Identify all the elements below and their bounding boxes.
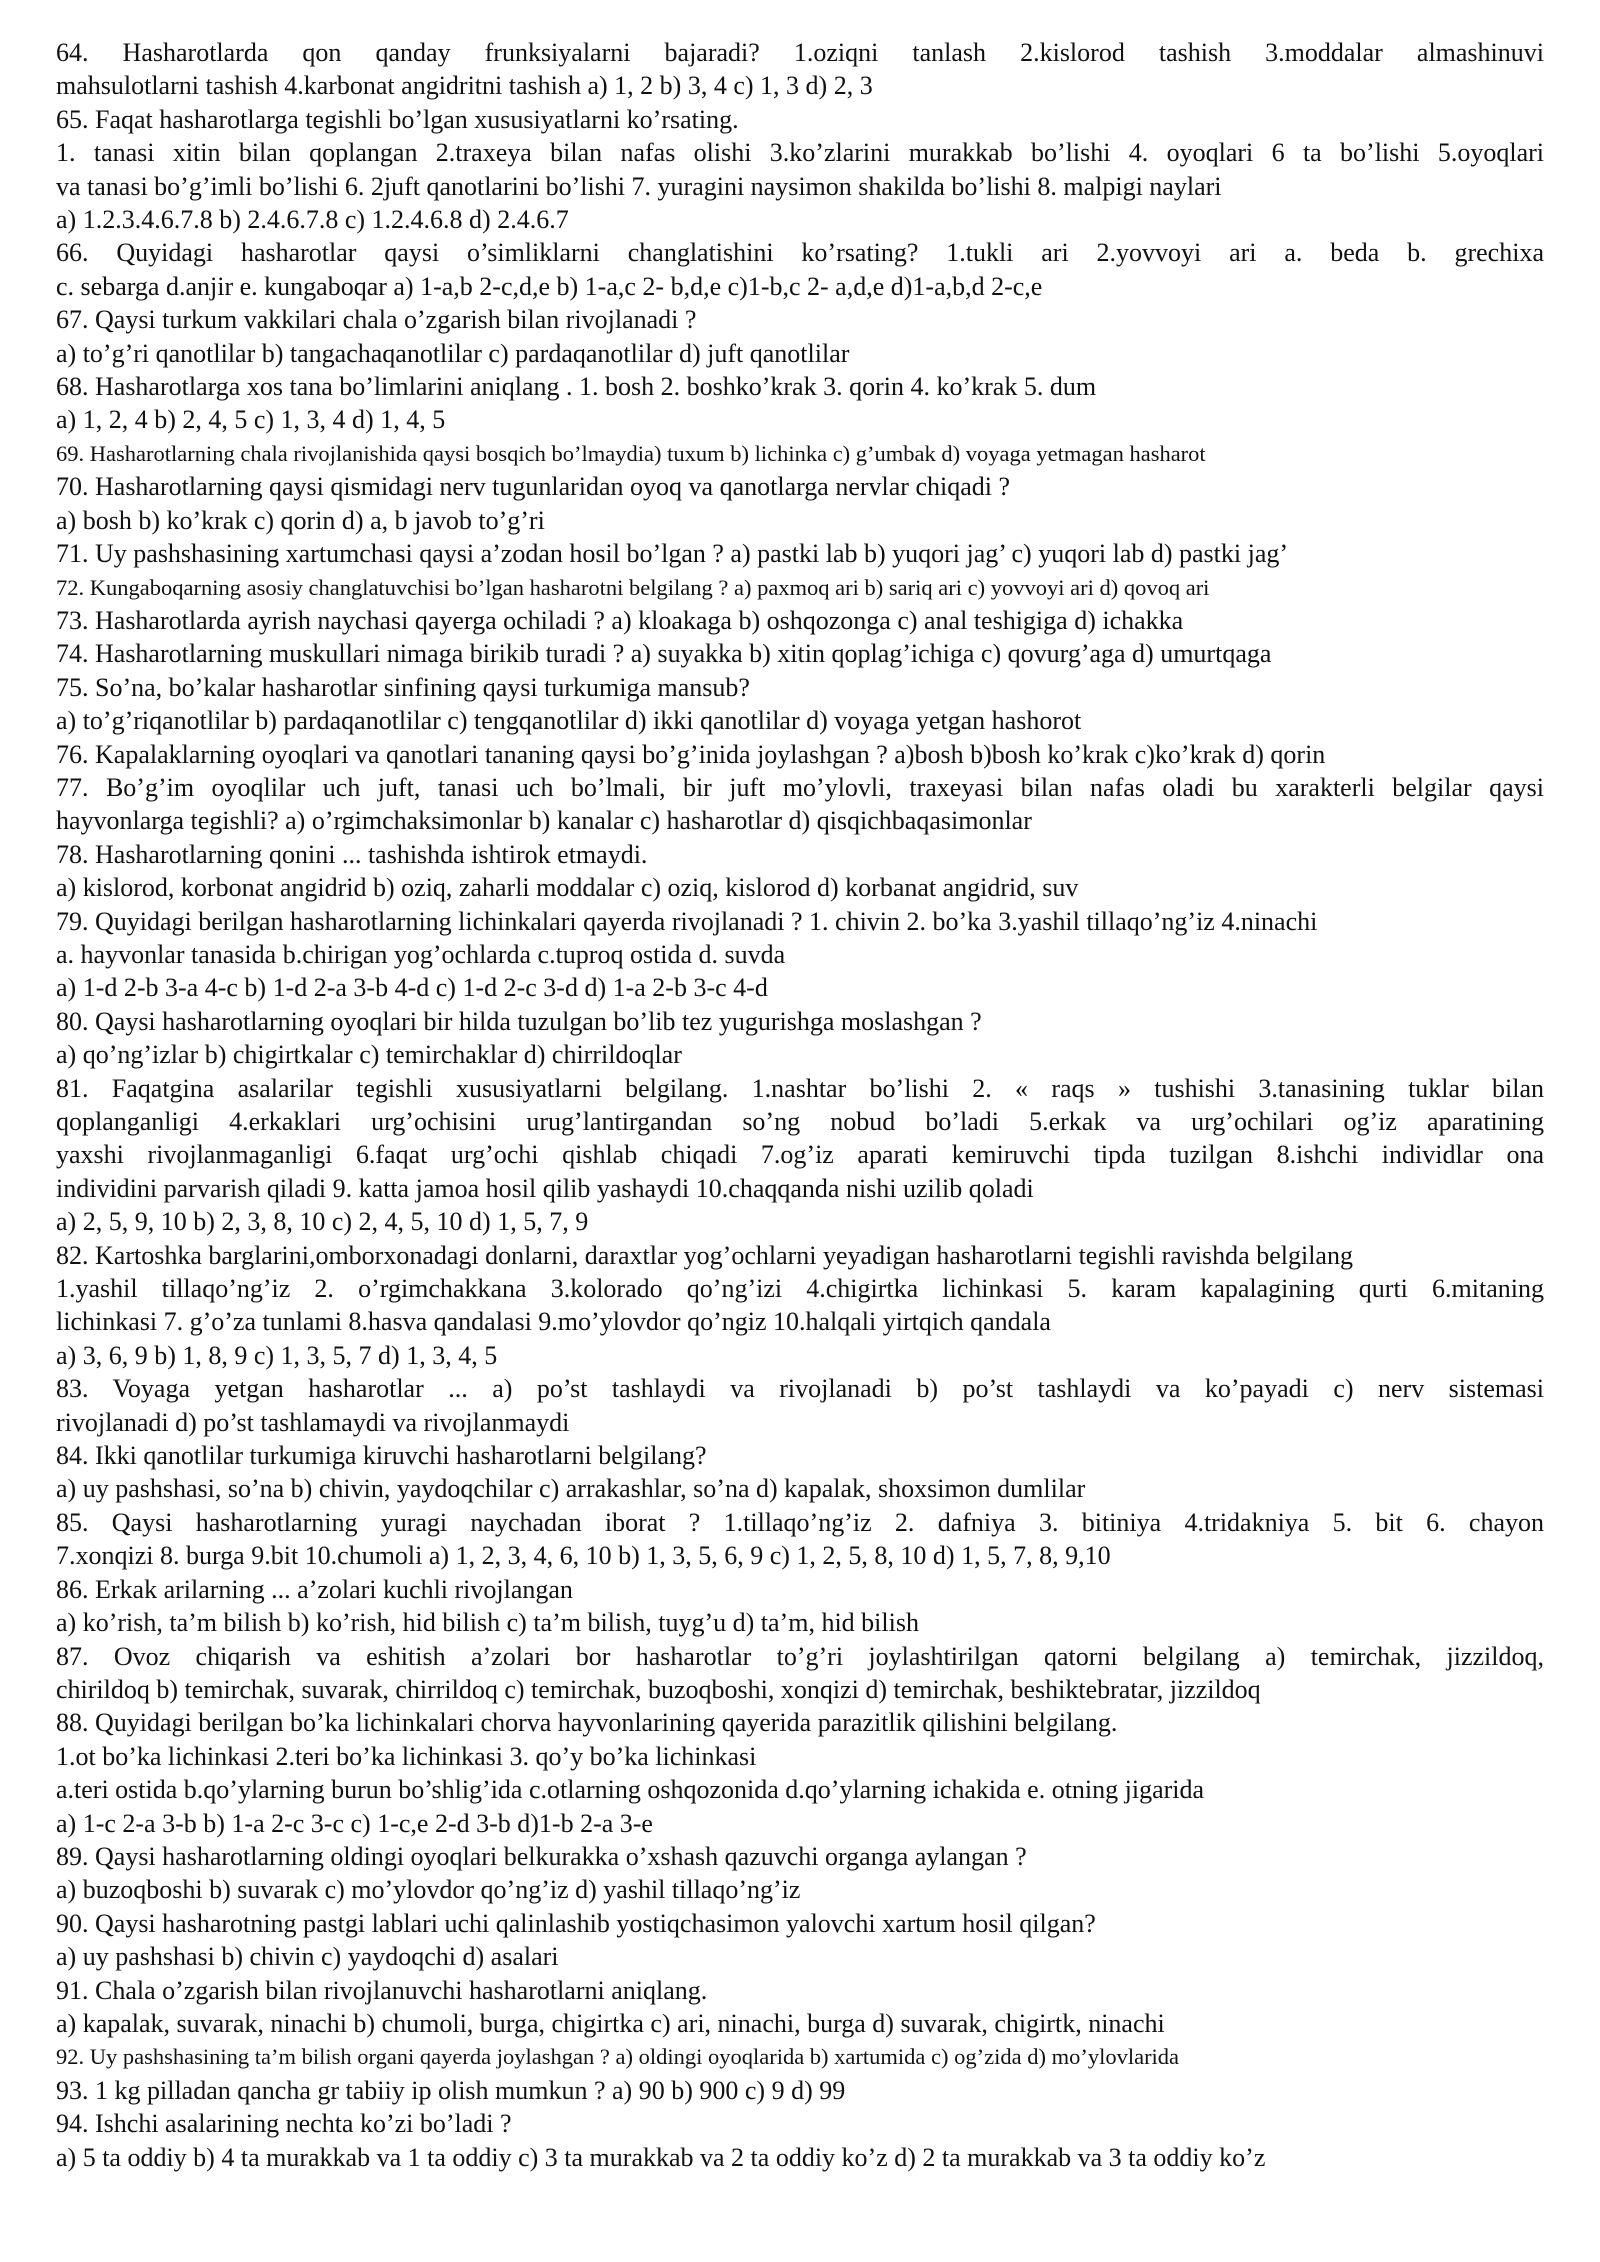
text-line: a) 1, 2, 4 b) 2, 4, 5 c) 1, 3, 4 d) 1, 4, 5: [56, 405, 446, 435]
text-line: a) to’g’ri qanotlilar b) tangachaqanotlilar c) pardaqanotlilar d) juft qanotlilar: [56, 338, 850, 368]
text-line: 74. Hasharotlarning muskullari nimaga birikib turadi ? a) suyakka b) xitin qoplag’ichiga c) qovurg’aga d) umurtqaga: [56, 639, 1272, 669]
text-line: 85. Qaysi hasharotlarning yuragi naychadan iborat ? 1.tillaqo’ng’iz 2. dafniya 3. bitiniya 4.tridakniya 5. bit 6. chayon: [56, 1507, 1544, 1537]
text-line: a. hayvonlar tanasida b.chirigan yog’ochlarda c.tuproq ostida d. suvda: [56, 939, 786, 969]
text-line: a) bosh b) ko’krak c) qorin d) a, b javob to’g’ri: [56, 505, 545, 535]
text-line: 77. Bo’g’im oyoqlilar uch juft, tanasi uch bo’lmali, bir juft mo’ylovli, traxeyasi bilan nafas oladi bu xarakterli belgilar qaysi: [56, 772, 1544, 802]
text-line: 65. Faqat hasharotlarga tegishli bo’lgan xususiyatlarni ko’rsating.: [56, 104, 739, 134]
text-line: 68. Hasharotlarga xos tana bo’limlarini aniqlang . 1. bosh 2. boshko’krak 3. qorin 4. ko’krak 5. dum: [56, 372, 1097, 402]
text-line: 66. Quyidagi hasharotlar qaysi o’simliklarni changlatishini ko’rsating? 1.tukli ari 2.yovvoyi ari a. beda b. grechixa: [56, 238, 1544, 268]
text-line: 1.yashil tillaqo’ng’iz 2. o’rgimchakkana 3.kolorado qo’ng’izi 4.chigirtka lichinkasi 5. karam kapalagining qurti 6.mitaning: [56, 1274, 1544, 1304]
text-line: c. sebarga d.anjir e. kungaboqar a) 1-a,b 2-c,d,e b) 1-a,c 2- b,d,e c)1-b,c 2- a,d,e d)1-a,b,d 2-c,e: [56, 271, 1043, 301]
text-line: qoplanganligi 4.erkaklari urg’ochisini urug’lantirgandan so’ng nobud bo’ladi 5.erkak va urg’ochilari og’iz aparatining: [56, 1107, 1544, 1136]
text-line: 72. Kungaboqarning asosiy changlatuvchisi bo’lgan hasharotni belgilang ? a) paxmoq ari b) sariq ari c) yovvoyi ari d) qovoq ari: [56, 574, 1210, 600]
text-line: 89. Qaysi hasharotlarning oldingi oyoqlari belkurakka o’xshash qazuvchi organga aylangan ?: [56, 1841, 1027, 1871]
text-line: a) buzoqboshi b) suvarak c) mo’ylovdor qo’ng’iz d) yashil tillaqo’ng’iz: [56, 1875, 801, 1905]
text-line: a) uy pashshasi b) chivin c) yaydoqchi d) asalari: [56, 1942, 559, 1972]
text-line: 78. Hasharotlarning qonini ... tashishda ishtirok etmaydi.: [56, 839, 648, 869]
text-line: yaxshi rivojlanmaganligi 6.faqat urg’ochi qishlab chiqadi 7.og’iz aparati kemiruvchi tipda tuzilgan 8.ishchi individlar ona: [56, 1140, 1544, 1170]
text-line: a) 1.2.3.4.6.7.8 b) 2.4.6.7.8 c) 1.2.4.6.8 d) 2.4.6.7: [56, 205, 569, 235]
text-line: 64. Hasharotlarda qon qanday frunksiyalarni bajaradi? 1.oziqni tanlash 2.kislorod tashish 3.moddalar almashinuvi: [56, 38, 1544, 67]
text-line: 71. Uy pashshasining xartumchasi qaysi a’zodan hosil bo’lgan ? a) pastki lab b) yuqori jag’ c) yuqori lab d) pastki jag’: [56, 539, 1289, 569]
text-line: 82. Kartoshka barglarini,omborxonadagi donlarni, daraxtlar yog’ochlarni yeyadigan hasharotlarni tegishli ravishda belgilang: [56, 1240, 1353, 1270]
text-line: va tanasi bo’g’imli bo’lishi 6. 2juft qanotlarini bo’lishi 7. yuragini naysimon shakilda bo’lishi 8. malpigi naylari: [56, 171, 1222, 201]
text-line: 7.xonqizi 8. burga 9.bit 10.chumoli a) 1, 2, 3, 4, 6, 10 b) 1, 3, 5, 6, 9 c) 1, 2, 5, 8, 10 d) 1, 5, 7, 8, 9,10: [56, 1541, 1111, 1571]
text-line: 70. Hasharotlarning qaysi qismidagi nerv tugunlaridan oyoq va qanotlarga nervlar chiqadi ?: [56, 472, 1011, 502]
text-line: individini parvarish qiladi 9. katta jamoa hosil qilib yashaydi 10.chaqqanda nishi uzilib qoladi: [56, 1173, 1034, 1203]
question-text-body: [56, 36, 1544, 2174]
text-line: 84. Ikki qanotlilar turkumiga kiruvchi hasharotlarni belgilang?: [56, 1441, 707, 1471]
text-line: rivojlanadi d) po’st tashlamaydi va rivojlanmaydi: [56, 1407, 570, 1437]
text-line: 73. Hasharotlarda ayrish naychasi qayerga ochiladi ? a) kloakaga b) oshqozonga c) anal teshigiga d) ichakka: [56, 605, 1184, 635]
text-line: 76. Kapalaklarning oyoqlari va qanotlari tananing qaysi bo’g’inida joylashgan ? a)bosh b)bosh ko’krak c)ko’krak d) qorin: [56, 739, 1326, 769]
text-line: 90. Qaysi hasharotning pastgi lablari uchi qalinlashib yostiqchasimon yalovchi xartum hosil qilgan?: [56, 1908, 1096, 1938]
text-line: 92. Uy pashshasining ta’m bilish organi qayerda joylashgan ? a) oldingi oyoqlarida b) xartumida c) og’zida d) mo’ylovlarida: [56, 2044, 1180, 2070]
text-line: a) kislorod, korbonat angidrid b) oziq, zaharli moddalar c) oziq, kislorod d) korbanat angidrid, suv: [56, 873, 1079, 903]
text-line: 88. Quyidagi berilgan bo’ka lichinkalari chorva hayvonlarining qayerida parazitlik qilishini belgilang.: [56, 1708, 1118, 1738]
text-line: lichinkasi 7. g’o’za tunlami 8.hasva qandalasi 9.mo’ylovdor qo’ngiz 10.halqali yirtqich qandala: [56, 1307, 1051, 1337]
text-line: a) uy pashshasi, so’na b) chivin, yaydoqchilar c) arrakashlar, so’na d) kapalak, shoxsimon dumlilar: [56, 1474, 1086, 1504]
text-line: 86. Erkak arilarning ... a’zolari kuchli rivojlangan: [56, 1574, 573, 1604]
text-line: 67. Qaysi turkum vakkilari chala o’zgarish bilan rivojlanadi ?: [56, 305, 697, 335]
text-line: a) kapalak, suvarak, ninachi b) chumoli, burga, chigirtka c) ari, ninachi, burga d) suvarak, chigirtk, ninachi: [56, 2008, 1165, 2038]
text-line: 75. So’na, bo’kalar hasharotlar sinfining qaysi turkumiga mansub?: [56, 672, 750, 702]
text-line: a) 5 ta oddiy b) 4 ta murakkab va 1 ta oddiy c) 3 ta murakkab va 2 ta oddiy ko’z d) 2 ta murakkab va 3 ta oddiy ko’z: [56, 2142, 1266, 2172]
text-line: 91. Chala o’zgarish bilan rivojlanuvchi hasharotlarni aniqlang.: [56, 1975, 708, 2005]
text-line: 87. Ovoz chiqarish va eshitish a’zolari bor hasharotlar to’g’ri joylashtirilgan qatorni belgilang a) temirchak, jizzildoq,: [56, 1641, 1544, 1671]
text-line: 1.ot bo’ka lichinkasi 2.teri bo’ka lichinkasi 3. qo’y bo’ka lichinkasi: [56, 1741, 757, 1771]
text-line: 83. Voyaga yetgan hasharotlar ... a) po’st tashlaydi va rivojlanadi b) po’st tashlaydi va ko’payadi c) nerv sistemasi: [56, 1374, 1544, 1404]
text-line: a.teri ostida b.qo’ylarning burun bo’shlig’ida c.otlarning oshqozonida d.qo’ylarning ichakida e. otning jigarida: [56, 1775, 1205, 1805]
text-line: chirildoq b) temirchak, suvarak, chirrildoq c) temirchak, buzoqboshi, xonqizi d) temirchak, beshiktebratar, jizzildoq: [56, 1674, 1261, 1704]
text-line: a) 1-c 2-a 3-b b) 1-a 2-c 3-c c) 1-c,e 2-d 3-b d)1-b 2-a 3-e: [56, 1808, 653, 1838]
text-line: 1. tanasi xitin bilan qoplangan 2.traxeya bilan nafas olishi 3.ko’zlarini murakkab bo’lishi 4. oyoqlari 6 ta bo’lishi 5.oyoqlari: [56, 138, 1544, 168]
text-line: a) ko’rish, ta’m bilish b) ko’rish, hid bilish c) ta’m bilish, tuyg’u d) ta’m, hid bilish: [56, 1608, 919, 1638]
text-line: a) qo’ng’izlar b) chigirtkalar c) temirchaklar d) chirrildoqlar: [56, 1040, 682, 1070]
text-line: a) 3, 6, 9 b) 1, 8, 9 c) 1, 3, 5, 7 d) 1, 3, 4, 5: [56, 1340, 498, 1370]
text-line: a) 2, 5, 9, 10 b) 2, 3, 8, 10 c) 2, 4, 5, 10 d) 1, 5, 7, 9: [56, 1207, 589, 1237]
text-line: a) 1-d 2-b 3-a 4-c b) 1-d 2-a 3-b 4-d c) 1-d 2-c 3-d d) 1-a 2-b 3-c 4-d: [56, 973, 768, 1003]
text-line: mahsulotlarni tashish 4.karbonat angidritni tashish a) 1, 2 b) 3, 4 c) 1, 3 d) 2, 3: [56, 71, 873, 101]
text-line: 93. 1 kg pilladan qancha gr tabiiy ip olish mumkun ? a) 90 b) 900 c) 9 d) 99: [56, 2075, 846, 2105]
text-line: 81. Faqatgina asalarilar tegishli xususiyatlarni belgilang. 1.nashtar bo’lishi 2. « raqs » tushishi 3.tanasining tuklar bilan: [56, 1073, 1544, 1103]
text-line: 80. Qaysi hasharotlarning oyoqlari bir hilda tuzulgan bo’lib tez yugurishga moslashgan ?: [56, 1006, 982, 1036]
text-line: 94. Ishchi asalarining nechta ko’zi bo’ladi ?: [56, 2109, 512, 2139]
text-line: hayvonlarga tegishli? a) o’rgimchaksimonlar b) kanalar c) hasharotlar d) qisqichbaqasimonlar: [56, 806, 1032, 836]
text-line: 79. Quyidagi berilgan hasharotlarning lichinkalari qayerda rivojlanadi ? 1. chivin 2. bo’ka 3.yashil tillaqo’ng’iz 4.ninachi: [56, 906, 1318, 936]
text-line: a) to’g’riqanotlilar b) pardaqanotlilar c) tengqanotlilar d) ikki qanotlilar d) voyaga yetgan hashorot: [56, 706, 1082, 736]
text-line: 69. Hasharotlarning chala rivojlanishida qaysi bosqich bo’lmaydia) tuxum b) lichinka c) g’umbak d) voyaga yetmagan hasharot: [56, 440, 1206, 466]
